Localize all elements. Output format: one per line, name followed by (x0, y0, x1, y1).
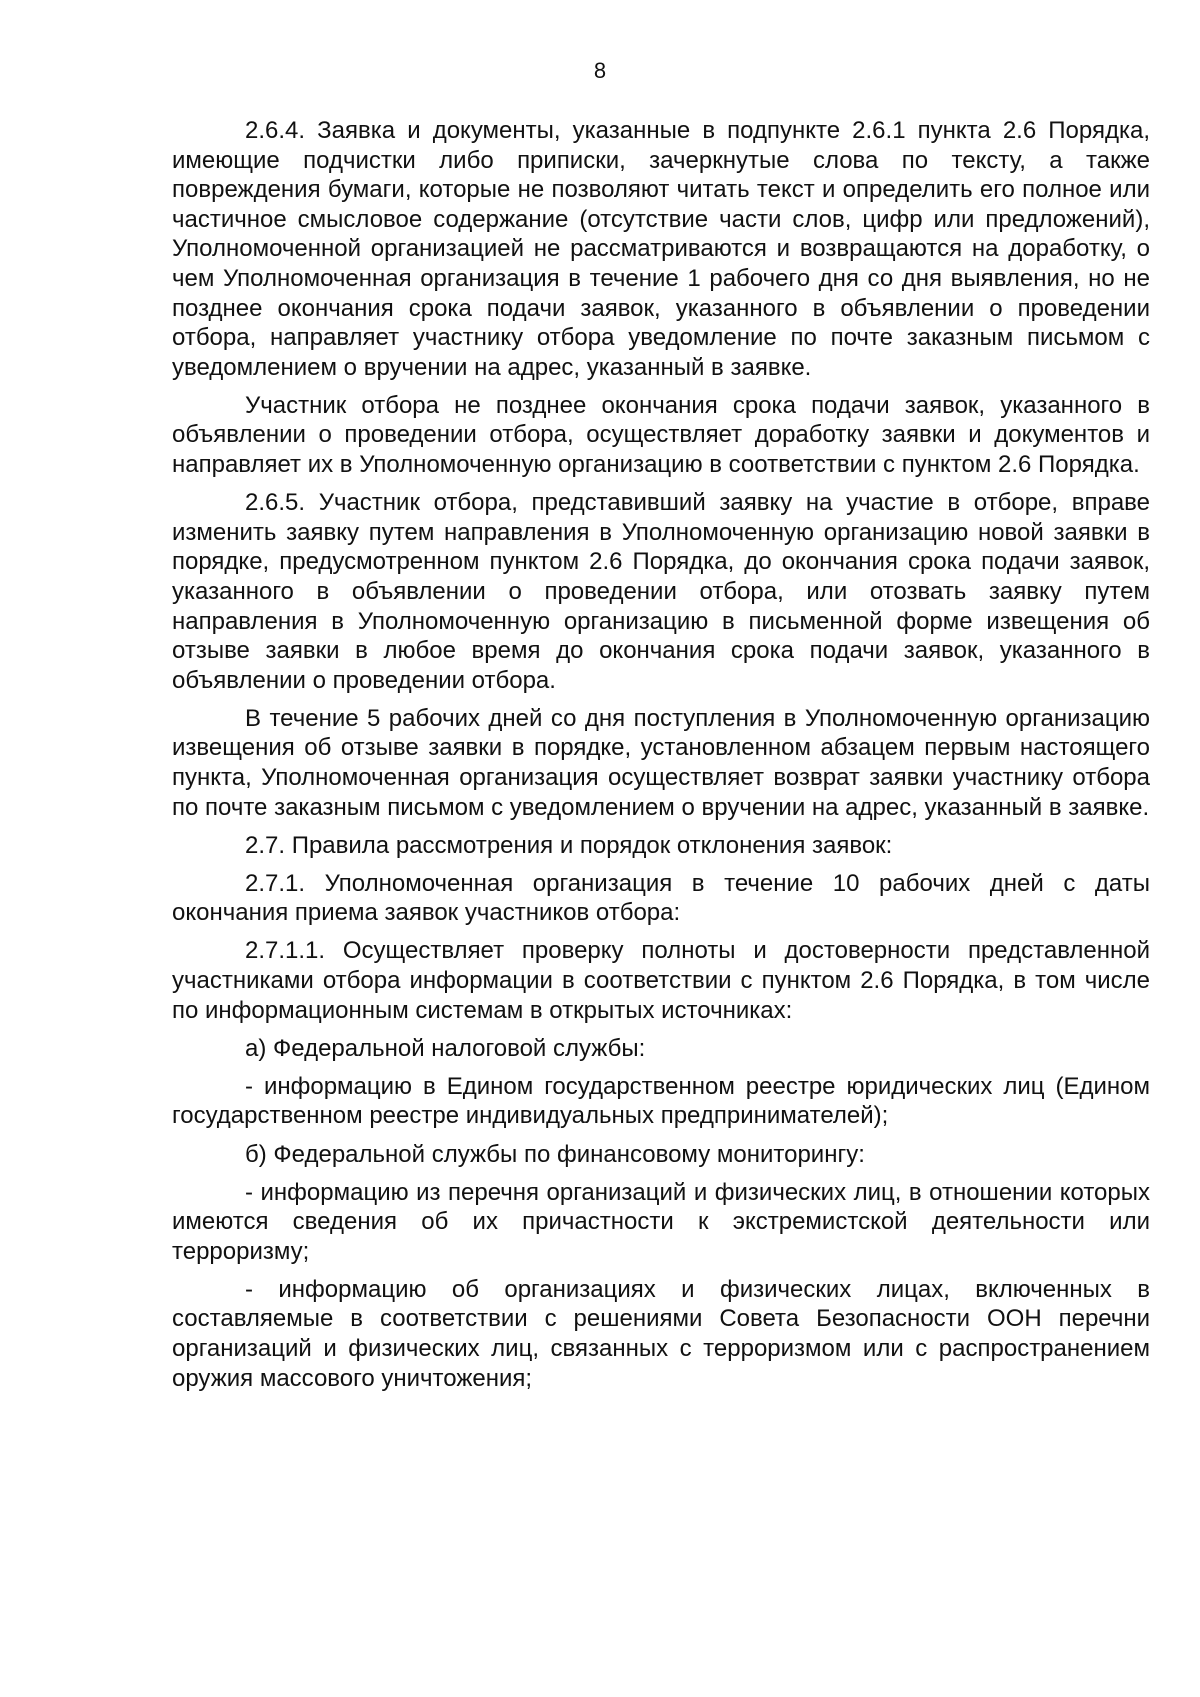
paragraph-2-6-4: 2.6.4. Заявка и документы, указанные в подпункте 2.6.1 пункта 2.6 Порядка, имеющие подчистки либо приписки, зачеркнутые слова по тексту, а также повреждения бумаги, которые не позволяют читать текст и определить его полное или частичное смысловое содержание (отсутствие части слов, цифр или предложений), Уполномоченной организацией не рассматриваются и возвращаются на доработку, о чем Уполномоченная организация в течение 1 рабочего дня со дня выявления, но не позднее окончания срока подачи заявок, указанного в объявлении о проведении отбора, направляет участнику отбора уведомление по почте заказным письмом с уведомлением о вручении на адрес, указанный в заявке. (172, 117, 1150, 381)
paragraph-2-6-5: 2.6.5. Участник отбора, представивший заявку на участие в отборе, вправе изменить заявку путем направления в Уполномоченную организацию новой заявки в порядке, предусмотренном пунктом 2.6 Порядка, до окончания срока подачи заявок, указанного в объявлении о проведении отбора, или отозвать заявку путем направления в Уполномоченную организацию в письменной форме извещения об отзыве заявки в любое время до окончания срока подачи заявок, указанного в объявлении о проведении отбора. (172, 489, 1150, 694)
page-number: 8 (593, 58, 607, 83)
paragraph-2-7-1: 2.7.1. Уполномоченная организация в течение 10 рабочих дней с даты окончания приема заявок участников отбора: (172, 869, 1150, 927)
paragraph-revision: Участник отбора не позднее окончания срока подачи заявок, указанного в объявлении о проведении отбора, осуществляет доработку заявки и документов и направляет их в Уполномоченную организацию в соответствии с пунктом 2.6 Порядка. (172, 391, 1150, 479)
paragraph-2-7-1-1: 2.7.1.1. Осуществляет проверку полноты и достоверности представленной участниками отбора информации в соответствии с пунктом 2.6 Порядка, в том числе по информационным системам в открытых источниках: (172, 937, 1150, 1024)
paragraph-extremism-list: - информацию из перечня организаций и физических лиц, в отношении которых имеются сведения об их причастности к экстремистской деятельности или терроризму; (172, 1178, 1150, 1265)
paragraph-egrul-info: - информацию в Едином государственном реестре юридических лиц (Едином государственном реестре индивидуальных предпринимателей); (172, 1072, 1150, 1130)
document-body (172, 116, 1150, 1402)
paragraph-item-a: а) Федеральной налоговой службы: (245, 1034, 646, 1062)
paragraph-item-b: б) Федеральной службы по финансовому мониторингу: (245, 1140, 865, 1168)
paragraph-withdrawal-return: В течение 5 рабочих дней со дня поступления в Уполномоченную организацию извещения об отзыве заявки в порядке, установленном абзацем первым настоящего пункта, Уполномоченная организация осуществляет возврат заявки участнику отбора по почте заказным письмом с уведомлением о вручении на адрес, указанный в заявке. (172, 704, 1150, 821)
paragraph-un-security-council-list: - информацию об организациях и физических лицах, включенных в составляемые в соответствии с решениями Совета Безопасности ООН перечни организаций и физических лиц, связанных с терроризмом или с распространением оружия массового уничтожения; (172, 1275, 1150, 1392)
paragraph-2-7: 2.7. Правила рассмотрения и порядок отклонения заявок: (245, 831, 893, 859)
